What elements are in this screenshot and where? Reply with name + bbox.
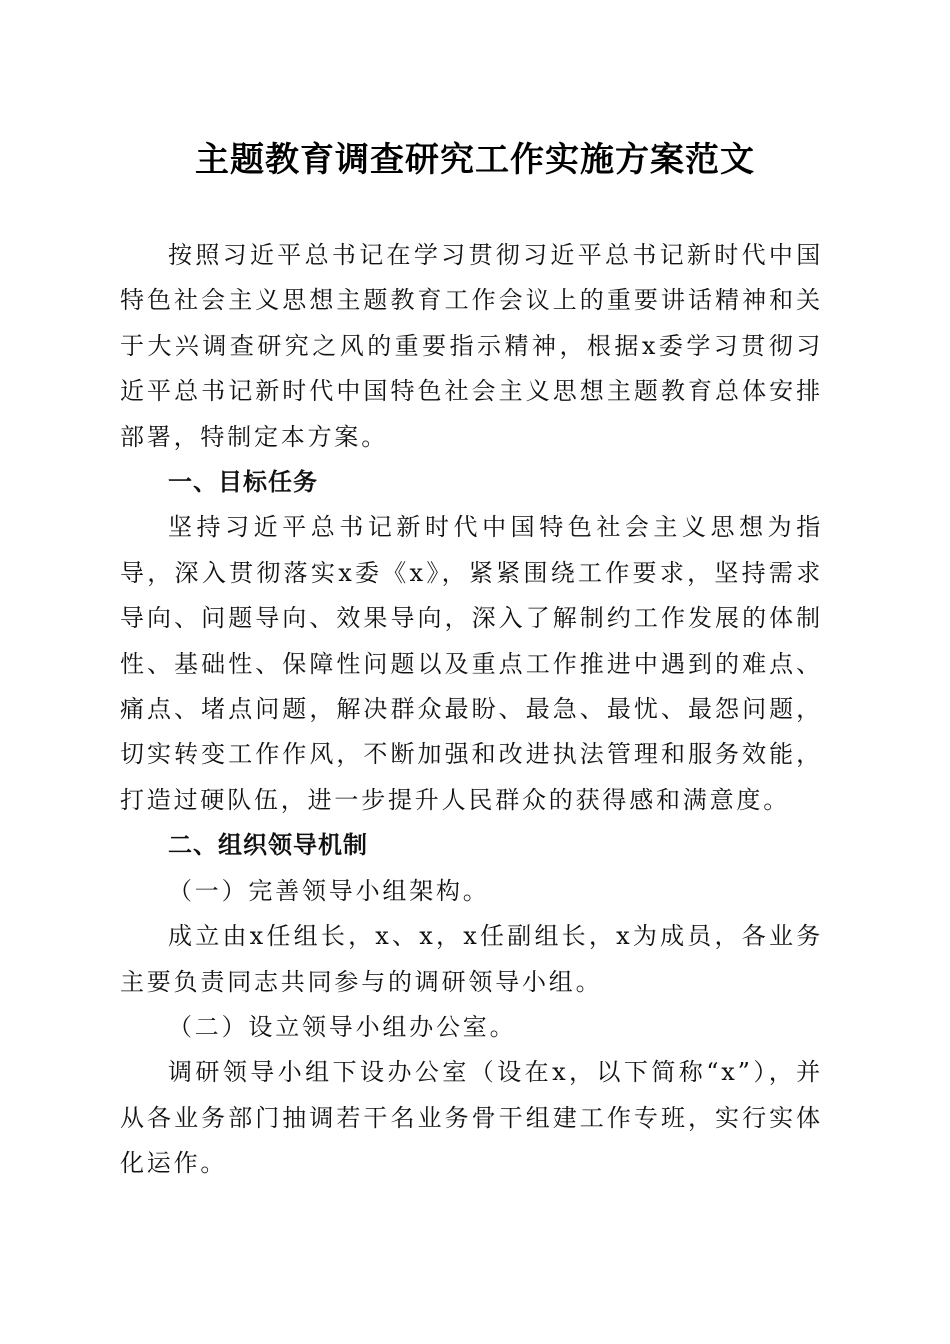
document-body	[120, 233, 823, 1187]
section-heading-organization: 二、组织领导机制	[168, 831, 368, 860]
goals-paragraph: 坚持习近平总书记新时代中国特色社会主义思想为指导，深入贯彻落实x委《x》，紧紧围绕工作要求，坚持需求导向、问题导向、效果导向，深入了解制约工作发展的体制性、基础性、保障性问题以及重点工作推进中遇到的难点、痛点、堵点问题，解决群众最盼、最急、最忧、最怨问题，切实转变工作作风，不断加强和改进执法管理和服务效能，打造过硬队伍，进一步提升人民群众的获得感和满意度。	[120, 513, 823, 814]
intro-paragraph: 按照习近平总书记在学习贯彻习近平总书记新时代中国特色社会主义思想主题教育工作会议上的重要讲话精神和关于大兴调查研究之风的重要指示精神，根据x委学习贯彻习近平总书记新时代中国特色社会主义思想主题教育总体安排部署，特制定本方案。	[120, 241, 823, 451]
subheading-office: （二）设立领导小组办公室。	[168, 1012, 517, 1041]
document-title: 主题教育调查研究工作实施方案范文	[195, 140, 755, 180]
office-paragraph: 调研领导小组下设办公室（设在x，以下简称“x”），并从各业务部门抽调若干名业务骨干组建工作专班，实行实体化运作。	[120, 1058, 823, 1178]
section-heading-goals: 一、目标任务	[168, 468, 318, 497]
subheading-leadership-group: （一）完善领导小组架构。	[168, 876, 490, 905]
leadership-group-paragraph: 成立由x任组长，x、x，x任副组长，x为成员，各业务主要负责同志共同参与的调研领导小组。	[120, 922, 823, 996]
